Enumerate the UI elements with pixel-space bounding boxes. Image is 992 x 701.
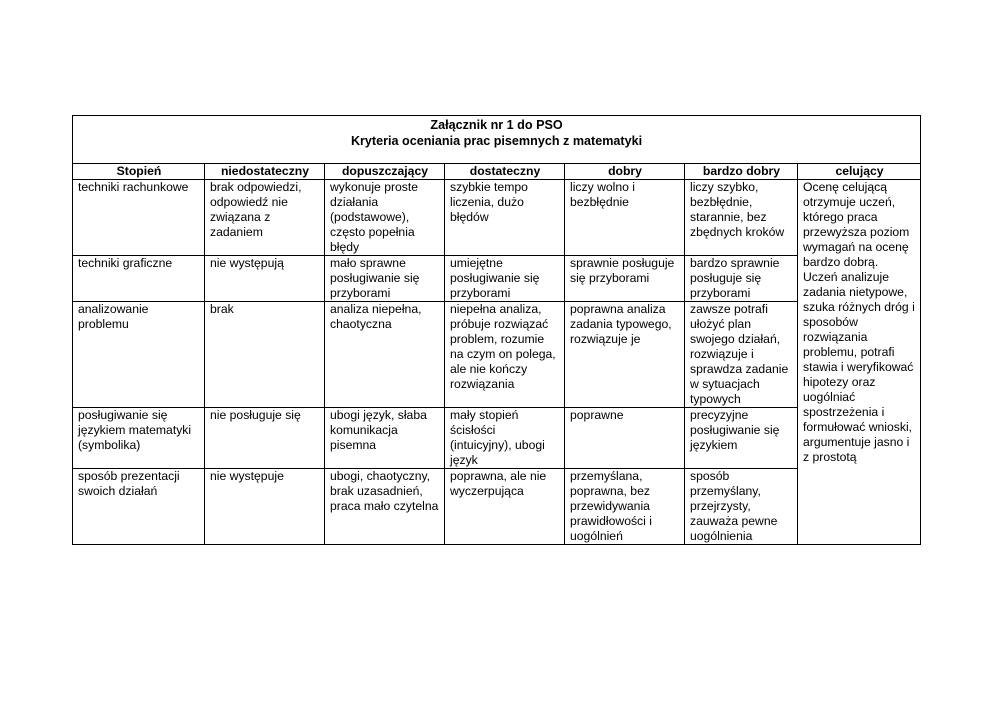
cell-celujacy: Ocenę celującą otrzymuje uczeń, którego praca przewyższa poziom wymagań na ocenę bardzo dobrą. Uczeń analizuje zadania nietypowe, szuka różnych dróg i sposobów rozwiązania problemu, potrafi stawia i weryfikować hipotezy oraz uogólniać spostrzeżenia i formułować wnioski, argumentuje jasno i z prostotą bbox=[798, 180, 921, 545]
cell-dostateczny: szybkie tempo liczenia, dużo błędów bbox=[445, 180, 565, 256]
document-title: Załącznik nr 1 do PSO bbox=[430, 118, 563, 132]
cell-bardzo-dobry: bardzo sprawnie posługuje się przyborami bbox=[685, 256, 798, 302]
cell-dobry: liczy wolno i bezbłędnie bbox=[565, 180, 685, 256]
header-niedostateczny: niedostateczny bbox=[205, 164, 325, 180]
table-row bbox=[73, 302, 921, 408]
cell-dobry: poprawna analiza zadania typowego, rozwiązuje je bbox=[565, 302, 685, 408]
cell-dopuszczajacy: ubogi język, słaba komunikacja pisemna bbox=[325, 408, 445, 469]
cell-dostateczny: mały stopień ścisłości (intuicyjny), ubogi język bbox=[445, 408, 565, 469]
row-label: analizowanie problemu bbox=[73, 302, 205, 408]
table-row bbox=[73, 469, 921, 545]
table-row bbox=[73, 256, 921, 302]
cell-dopuszczajacy: ubogi, chaotyczny, brak uzasadnień, praca mało czytelna bbox=[325, 469, 445, 545]
cell-dostateczny: poprawna, ale nie wyczerpująca bbox=[445, 469, 565, 545]
cell-dopuszczajacy: wykonuje proste działania (podstawowe), często popełnia błędy bbox=[325, 180, 445, 256]
header-dostateczny: dostateczny bbox=[445, 164, 565, 180]
criteria-table bbox=[72, 115, 921, 545]
cell-dostateczny: niepełna analiza, próbuje rozwiązać problem, rozumie na czym on polega, ale nie kończy rozwiązania bbox=[445, 302, 565, 408]
header-dopuszczajacy: dopuszczający bbox=[325, 164, 445, 180]
cell-dopuszczajacy: analiza niepełna, chaotyczna bbox=[325, 302, 445, 408]
cell-niedostateczny: nie występuje bbox=[205, 469, 325, 545]
table-row bbox=[73, 180, 921, 256]
cell-bardzo-dobry: liczy szybko, bezbłędnie, starannie, bez zbędnych kroków bbox=[685, 180, 798, 256]
cell-niedostateczny: nie posługuje się bbox=[205, 408, 325, 469]
title-cell bbox=[73, 116, 921, 164]
cell-bardzo-dobry: sposób przemyślany, przejrzysty, zauważa pewne uogólnienia bbox=[685, 469, 798, 545]
cell-bardzo-dobry: precyzyjne posługiwanie się językiem bbox=[685, 408, 798, 469]
document-subtitle: Kryteria oceniania prac pisemnych z matematyki bbox=[350, 134, 643, 148]
cell-niedostateczny: brak bbox=[205, 302, 325, 408]
cell-bardzo-dobry: zawsze potrafi ułożyć plan swojego działań, rozwiązuje i sprawdza zadanie w sytuacjach typowych bbox=[685, 302, 798, 408]
cell-dobry: poprawne bbox=[565, 408, 685, 469]
header-bardzo-dobry: bardzo dobry bbox=[685, 164, 798, 180]
cell-niedostateczny: brak odpowiedzi, odpowiedź nie związana z zadaniem bbox=[205, 180, 325, 256]
row-label: posługiwanie się językiem matematyki (symbolika) bbox=[73, 408, 205, 469]
header-dobry: dobry bbox=[565, 164, 685, 180]
cell-dostateczny: umiejętne posługiwanie się przyborami bbox=[445, 256, 565, 302]
header-celujacy: celujący bbox=[798, 164, 921, 180]
title-row bbox=[73, 116, 921, 164]
row-label: sposób prezentacji swoich działań bbox=[73, 469, 205, 545]
row-label: techniki graficzne bbox=[73, 256, 205, 302]
row-label: techniki rachunkowe bbox=[73, 180, 205, 256]
table-row bbox=[73, 408, 921, 469]
cell-dobry: sprawnie posługuje się przyborami bbox=[565, 256, 685, 302]
document-page bbox=[72, 115, 920, 545]
cell-dobry: przemyślana, poprawna, bez przewidywania prawidłowości i uogólnień bbox=[565, 469, 685, 545]
header-row bbox=[73, 164, 921, 180]
cell-dopuszczajacy: mało sprawne posługiwanie się przyborami bbox=[325, 256, 445, 302]
cell-niedostateczny: nie występują bbox=[205, 256, 325, 302]
header-stopien: Stopień bbox=[73, 164, 205, 180]
